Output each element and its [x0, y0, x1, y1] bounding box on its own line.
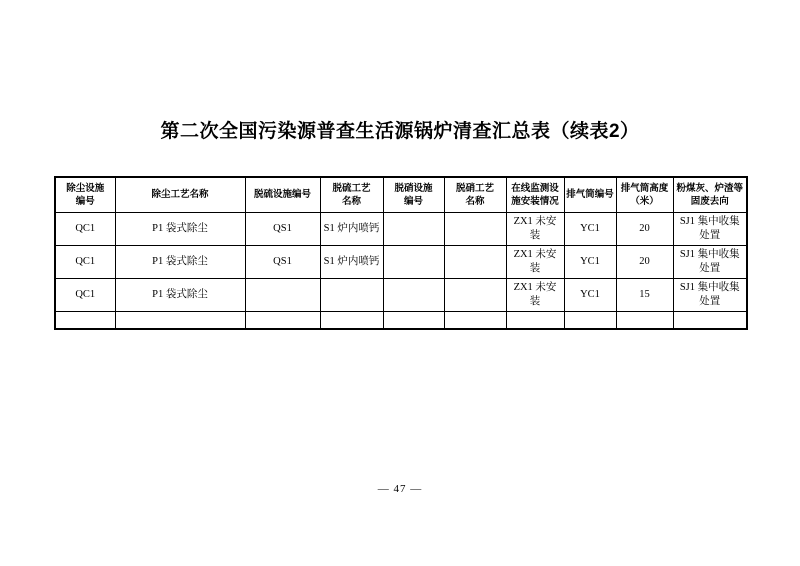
table-cell — [245, 278, 320, 311]
table-cell: S1 炉内喷钙 — [320, 212, 383, 245]
table-cell — [320, 278, 383, 311]
table-cell: ZX1 未安装 — [506, 278, 564, 311]
boiler-census-summary-table — [54, 176, 748, 330]
table-cell — [245, 311, 320, 329]
table-cell: QC1 — [55, 212, 115, 245]
column-header: 脱硫设施编号 — [245, 177, 320, 212]
table-cell: SJ1 集中收集处置 — [673, 278, 747, 311]
table-cell — [383, 212, 444, 245]
column-header: 脱硝设施编号 — [383, 177, 444, 212]
table-cell — [444, 278, 506, 311]
table-cell — [564, 311, 616, 329]
table-header-row — [55, 177, 747, 212]
column-header: 脱硝工艺名称 — [444, 177, 506, 212]
table-cell: 20 — [616, 245, 673, 278]
table-body — [55, 212, 747, 329]
table-cell — [115, 311, 245, 329]
table-cell — [383, 245, 444, 278]
column-header: 粉煤灰、炉渣等固废去向 — [673, 177, 747, 212]
table-cell: QS1 — [245, 212, 320, 245]
table-cell — [444, 245, 506, 278]
table-cell — [673, 311, 747, 329]
table-cell: P1 袋式除尘 — [115, 245, 245, 278]
table-cell — [383, 311, 444, 329]
table-cell: S1 炉内喷钙 — [320, 245, 383, 278]
table-header — [55, 177, 747, 212]
table-cell — [444, 311, 506, 329]
table-cell: ZX1 未安装 — [506, 245, 564, 278]
table-cell — [506, 311, 564, 329]
table-cell: QS1 — [245, 245, 320, 278]
table-cell: 20 — [616, 212, 673, 245]
table-cell: YC1 — [564, 212, 616, 245]
table-cell: QC1 — [55, 245, 115, 278]
table-cell: QC1 — [55, 278, 115, 311]
table-row — [55, 212, 747, 245]
column-header: 脱硫工艺名称 — [320, 177, 383, 212]
column-header: 在线监测设施安装情况 — [506, 177, 564, 212]
column-header: 除尘设施编号 — [55, 177, 115, 212]
table-row — [55, 311, 747, 329]
column-header: 排气筒编号 — [564, 177, 616, 212]
table-cell — [616, 311, 673, 329]
table-cell: YC1 — [564, 245, 616, 278]
table-cell: P1 袋式除尘 — [115, 212, 245, 245]
table-cell — [444, 212, 506, 245]
table-cell — [320, 311, 383, 329]
table-cell: ZX1 未安装 — [506, 212, 564, 245]
column-header: 除尘工艺名称 — [115, 177, 245, 212]
column-header: 排气筒高度（米） — [616, 177, 673, 212]
table-row — [55, 245, 747, 278]
table-cell — [55, 311, 115, 329]
page-title: 第二次全国污染源普查生活源锅炉清查汇总表（续表2） — [160, 121, 640, 142]
table-row — [55, 278, 747, 311]
table-cell: P1 袋式除尘 — [115, 278, 245, 311]
table-cell: SJ1 集中收集处置 — [673, 245, 747, 278]
table-cell: YC1 — [564, 278, 616, 311]
table-cell: SJ1 集中收集处置 — [673, 212, 747, 245]
table-cell: 15 — [616, 278, 673, 311]
page-number: — 47 — — [377, 483, 423, 495]
table-cell — [383, 278, 444, 311]
